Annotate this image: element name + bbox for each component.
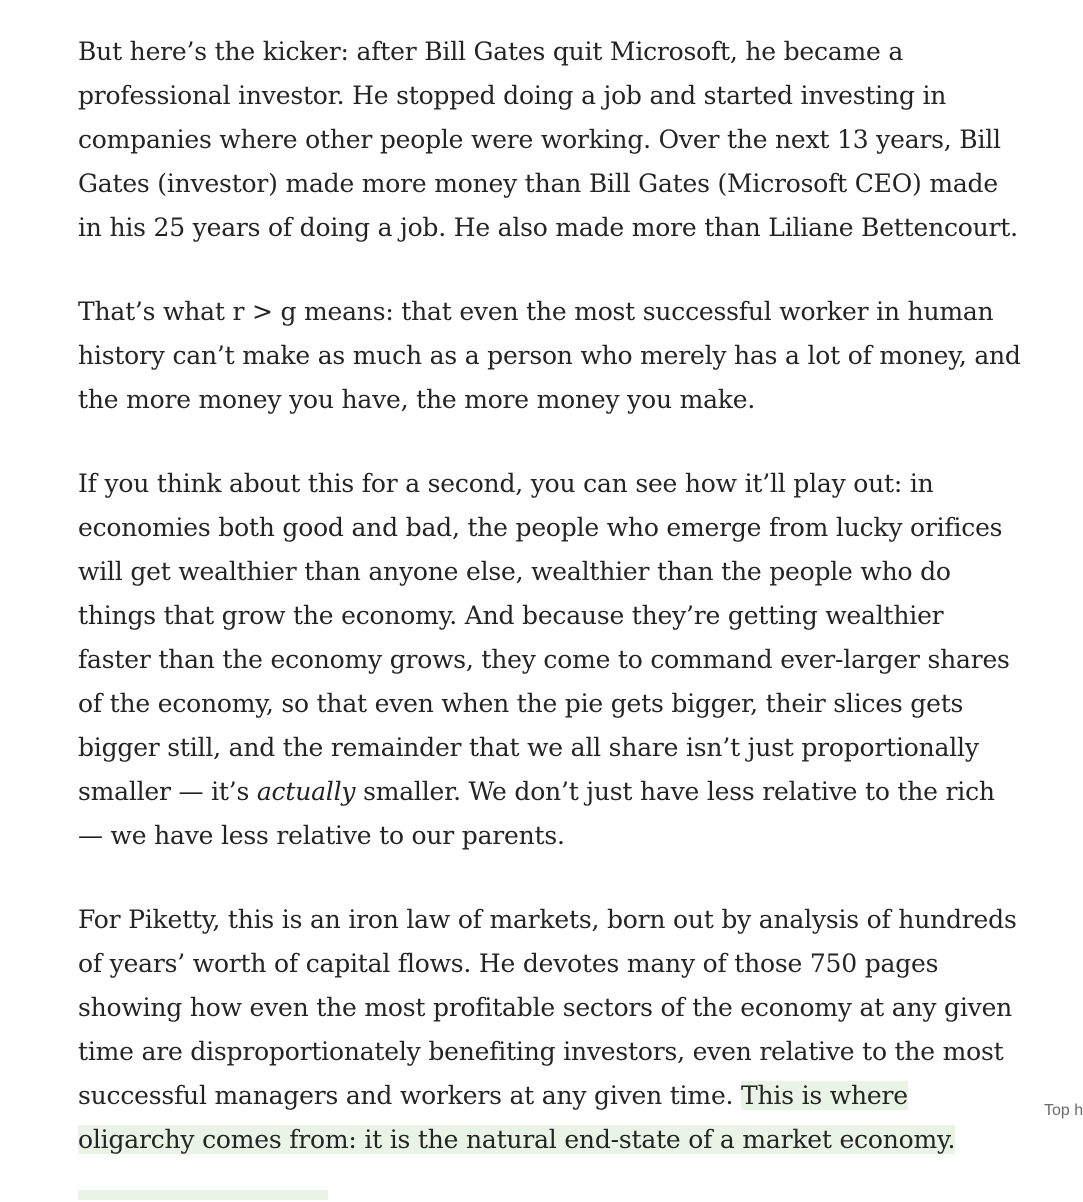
paragraph-text: smaller. We don’t just have less relative to the rich — we have less relative to our parents. <box>78 777 995 850</box>
top-highlight-label[interactable]: Top h <box>1044 1102 1083 1119</box>
paragraph-text: For Piketty, this is an iron law of markets, born out by analysis of hundreds of years’ worth of capital flows. He devotes many of those 750 pages showing how even the most profitable sectors of the economy at any given time are disproportionately benefiting investors, even relative to the most successful managers and workers at any given time. <box>78 905 1017 1110</box>
paragraph: But here’s the kicker: after Bill Gates quit Microsoft, he became a professional investor. He stopped doing a job and started investing in companies where other people were working. Over the next 13 years, Bill Gates (investor) made more money than Bill Gates (Microsoft CEO) made in his 25 years of doing a job. He also made more than Liliane Bettencourt. <box>78 37 1018 242</box>
italic-emphasis: actually <box>256 777 356 806</box>
paragraph <box>78 462 1023 858</box>
paragraph: That’s what r > g means: that even the most successful worker in human history can’t make as much as a person who merely has a lot of money, and the more money you have, the more money you make. <box>78 297 1021 414</box>
paragraph-text: If you think about this for a second, you can see how it’ll play out: in economies both good and bad, the people who emerge from lucky orifices will get wealthier than anyone else, wealthier than the people who do things that grow the economy. And because they’re getting wealthier faster than the economy grows, they come to command ever-larger shares of the economy, so that even when the pie gets bigger, their slices gets bigger still, and the remainder that we all share isn’t just proportionally smaller — it’s <box>78 469 1010 806</box>
article-body <box>78 30 1023 1202</box>
next-highlight-strip <box>78 1190 328 1200</box>
paragraph <box>78 898 1023 1162</box>
highlighted-passage[interactable]: This is where oligarchy comes from: it is the natural end-state of a market economy. <box>78 1081 956 1154</box>
